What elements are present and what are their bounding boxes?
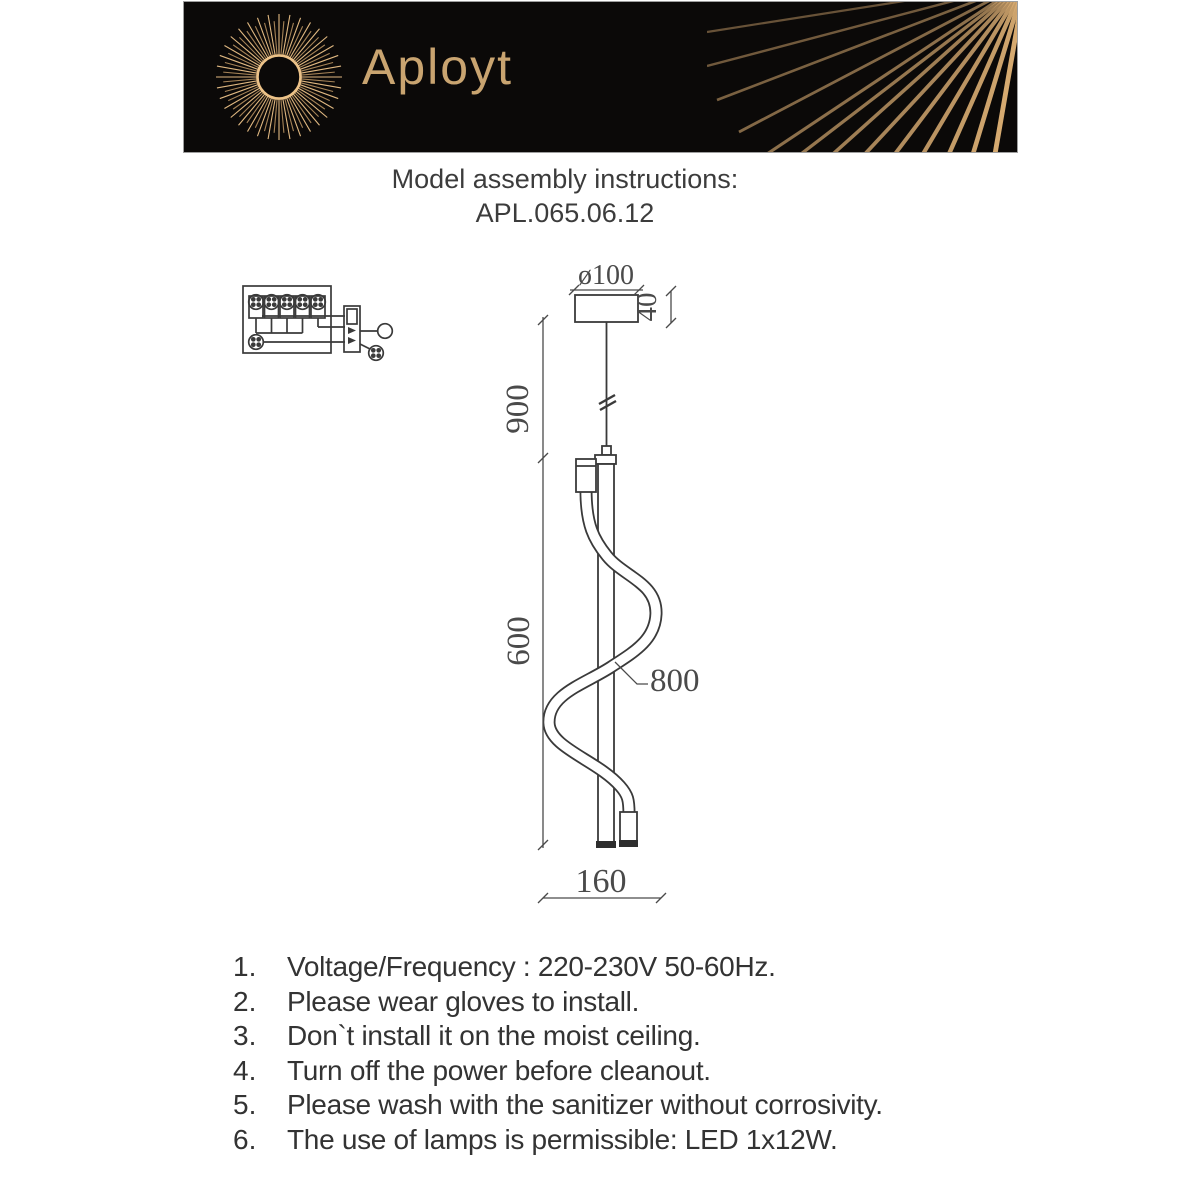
dim-canopy-diameter-label: ø100 bbox=[578, 260, 634, 291]
model-number: APL.065.06.12 bbox=[475, 198, 655, 228]
item-text: Don`t install it on the moist ceiling. bbox=[287, 1020, 701, 1052]
page-title: Model assembly instructions: bbox=[391, 164, 739, 194]
wiring-diagram bbox=[243, 286, 392, 360]
list-item bbox=[233, 950, 883, 985]
item-text: Voltage/Frequency : 220-230V 50-60Hz. bbox=[287, 951, 776, 982]
instruction-list bbox=[233, 950, 883, 1158]
item-number: 2. bbox=[233, 985, 257, 1017]
dim-body-length-label: 600 bbox=[501, 616, 537, 666]
item-text: Please wash with the sanitizer without corrosivity. bbox=[287, 1089, 883, 1121]
loop-symbol bbox=[378, 324, 393, 339]
item-number: 4. bbox=[233, 1054, 257, 1086]
cable-connector bbox=[602, 446, 611, 455]
dim-suspension-length-label: 900 bbox=[500, 384, 536, 434]
list-item bbox=[233, 1088, 883, 1123]
dim-canopy-height-label: 40 bbox=[631, 292, 663, 322]
item-number: 6. bbox=[233, 1123, 257, 1155]
list-item bbox=[233, 985, 883, 1020]
item-text: The use of lamps is permissible: LED 1x12W. bbox=[287, 1123, 838, 1155]
list-item bbox=[233, 1123, 883, 1158]
spiral-top-cylinder bbox=[576, 459, 596, 492]
item-number: 1. bbox=[233, 951, 257, 982]
main-tube-end-cap bbox=[596, 841, 616, 848]
cable-break-mark bbox=[599, 395, 616, 410]
dim-tube-length-label: 800 bbox=[650, 663, 700, 699]
spiral-bottom-cylinder bbox=[620, 812, 637, 843]
earth-screw bbox=[249, 335, 264, 350]
tube-top-cap bbox=[595, 455, 616, 464]
terminal-screws bbox=[249, 295, 326, 318]
lamp-drawing bbox=[549, 295, 656, 848]
connector-block bbox=[344, 306, 360, 352]
item-number: 3. bbox=[233, 1020, 257, 1052]
canopy bbox=[575, 295, 638, 322]
item-text: Please wear gloves to install. bbox=[287, 985, 640, 1017]
list-item bbox=[233, 1019, 883, 1054]
list-item bbox=[233, 1054, 883, 1089]
brand-logo-text: Aployt bbox=[362, 39, 513, 95]
item-text: Turn off the power before cleanout. bbox=[287, 1054, 711, 1086]
dim-base-width-label: 160 bbox=[575, 863, 627, 900]
mount-screw bbox=[369, 346, 384, 361]
spiral-end-cap bbox=[619, 840, 638, 847]
item-number: 5. bbox=[233, 1089, 257, 1121]
